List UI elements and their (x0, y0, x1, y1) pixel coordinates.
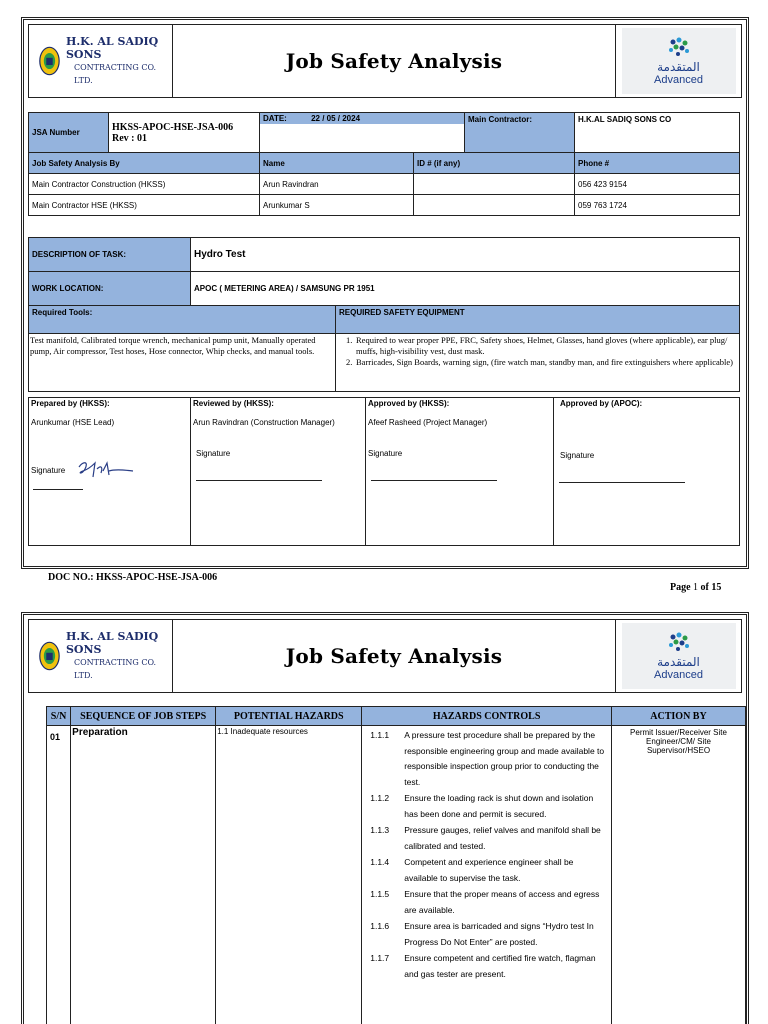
col-sn: S/N (47, 707, 71, 726)
row-by: Main Contractor Construction (HKSS) (29, 174, 260, 195)
main-contractor-value: H.K.AL SADIQ SONS CO (575, 113, 740, 153)
row-step: Preparation (71, 726, 216, 1024)
client-name-arabic: المتقدمة (657, 654, 700, 669)
reviewed-by-name: Arun Ravindran (Construction Manager) (193, 418, 335, 427)
client-logo (622, 28, 736, 94)
col-phone: Phone # (575, 153, 740, 174)
safety-equipment-list (336, 334, 740, 392)
required-tools-text: Test manifold, Calibrated torque wrench, mechanical pump unit, Manually operated pump, Air compressor, Test hoses, Hose connector, Whip checks, and manual tools. (29, 334, 336, 392)
signature-label: Signature (560, 451, 595, 460)
list-item: 1.1.7 Ensure competent and certified fire watch, flagman and gas tester are present. (370, 953, 596, 979)
list-item: 1.1.2 Ensure the loading rack is shut down and isolation has been done and permit is secured. (370, 793, 594, 819)
date-value: 22 / 05 / 2024 (311, 114, 361, 123)
row-name: Arun Ravindran (260, 174, 414, 195)
reviewed-by-cell (191, 398, 366, 546)
apoc-approved-label: Approved by (APOC): (560, 399, 643, 408)
date-label: DATE: (263, 114, 287, 123)
safety-equipment-label: REQUIRED SAFETY EQUIPMENT (336, 306, 740, 334)
company-name: H.K. AL SADIQ SONS (65, 35, 159, 61)
apoc-approved-cell (554, 398, 740, 546)
row-action-by: Permit Issuer/Receiver Site Engineer/CM/ Site Supervisor/HSEO (612, 726, 746, 1024)
prepared-by-name: Arunkumar (HSE Lead) (31, 418, 115, 427)
row-id (414, 174, 575, 195)
list-item: 2. Barricades, Sign Boards, warning sign, (fire watch man, standby man, and fire extinguishers where applicable) (346, 357, 733, 367)
client-logo (622, 623, 736, 689)
col-id: ID # (if any) (414, 153, 575, 174)
page-header (28, 619, 742, 693)
page-header (28, 24, 742, 98)
company-logo (29, 620, 173, 692)
advanced-dots-icon (665, 632, 693, 654)
approved-by-cell (366, 398, 554, 546)
company-logo (29, 25, 173, 97)
client-name: Advanced (654, 73, 703, 86)
main-contractor-label: Main Contractor: (465, 113, 575, 153)
client-name-arabic: المتقدمة (657, 59, 700, 74)
task-table (28, 237, 740, 392)
required-tools-label: Required Tools: (29, 306, 336, 334)
list-item: 1.1.6 Ensure area is barricaded and signs “Hydro test In Progress Do Not Enter” are posted. (370, 921, 594, 947)
handwritten-signature-icon (73, 457, 137, 483)
document-page-2 (21, 612, 749, 1024)
prepared-signature (31, 457, 188, 483)
advanced-dots-icon (665, 37, 693, 59)
jsa-number-label: JSA Number (29, 113, 109, 153)
row-phone: 059 763 1724 (575, 195, 740, 216)
list-item: 1. Required to wear proper PPE, FRC, Safety shoes, Helmet, Glasses, hand gloves (where applicable), ear plug/ muffs, high-visibility vest, dust mask. (346, 335, 728, 356)
table-row (47, 726, 746, 1024)
row-by: Main Contractor HSE (HKSS) (29, 195, 260, 216)
hazard-analysis-table (46, 706, 746, 1024)
list-item: 1.1.3 Pressure gauges, relief valves and manifold shall be calibrated and tested. (370, 825, 601, 851)
signature-label: Signature (368, 449, 403, 458)
row-phone: 056 423 9154 (575, 174, 740, 195)
list-item: 1.1.5 Ensure that the proper means of access and egress are available. (370, 889, 600, 915)
jsa-by-header-row (29, 153, 740, 174)
analysis-header-row (47, 707, 746, 726)
work-location-label: WORK LOCATION: (29, 272, 191, 306)
approvals-table (28, 397, 740, 546)
signature-label: Signature (31, 465, 66, 475)
prepared-by-label: Prepared by (HKSS): (31, 399, 110, 408)
col-action-by: ACTION BY (612, 707, 746, 726)
table-row (29, 174, 740, 195)
approved-by-label: Approved by (HKSS): (368, 399, 450, 408)
col-controls: HAZARDS CONTROLS (362, 707, 612, 726)
hk-emblem-icon (39, 42, 60, 80)
prepared-by-cell (29, 398, 191, 546)
date-cell (260, 113, 465, 153)
work-location-value: APOC ( METERING AREA) / SAMSUNG PR 1951 (191, 272, 740, 306)
jsa-info-table (28, 112, 740, 216)
company-name: H.K. AL SADIQ SONS (65, 630, 159, 656)
row-sn: 01 (47, 726, 71, 1024)
table-row (29, 195, 740, 216)
page-title: Job Safety Analysis (285, 644, 503, 668)
col-hazards: POTENTIAL HAZARDS (216, 707, 362, 726)
company-subtitle: CONTRACTING CO. LTD. (73, 63, 157, 85)
row-id (414, 195, 575, 216)
reviewed-by-label: Reviewed by (HKSS): (193, 399, 274, 408)
hk-emblem-icon (39, 637, 60, 675)
row-name: Arunkumar S (260, 195, 414, 216)
list-item: 1.1.1 A pressure test procedure shall be prepared by the responsible engineering group and made available to responsible inspection group prior to conducting the test. (370, 730, 605, 787)
task-desc-value: Hydro Test (191, 238, 740, 272)
page-number: Page 1 of 15 (670, 582, 722, 593)
list-item: 1.1.4 Competent and experience engineer shall be available to supervise the task. (370, 857, 574, 883)
client-name: Advanced (654, 668, 703, 681)
document-page-1 (21, 17, 749, 569)
col-sequence: SEQUENCE OF JOB STEPS (71, 707, 216, 726)
row-controls (362, 726, 612, 1024)
row-hazard: 1.1 Inadequate resources (216, 726, 362, 1024)
document-number: DOC NO.: HKSS-APOC-HSE-JSA-006 (48, 572, 218, 583)
signature-label: Signature (196, 449, 231, 458)
col-name: Name (260, 153, 414, 174)
company-subtitle: CONTRACTING CO. LTD. (73, 658, 157, 680)
page-title: Job Safety Analysis (285, 49, 503, 73)
task-desc-label: DESCRIPTION OF TASK: (29, 238, 191, 272)
jsa-number-value: HKSS-APOC-HSE-JSA-006 Rev : 01 (109, 113, 260, 153)
col-jsa-by: Job Safety Analysis By (29, 153, 260, 174)
approved-by-name: Afeef Rasheed (Project Manager) (368, 418, 488, 427)
